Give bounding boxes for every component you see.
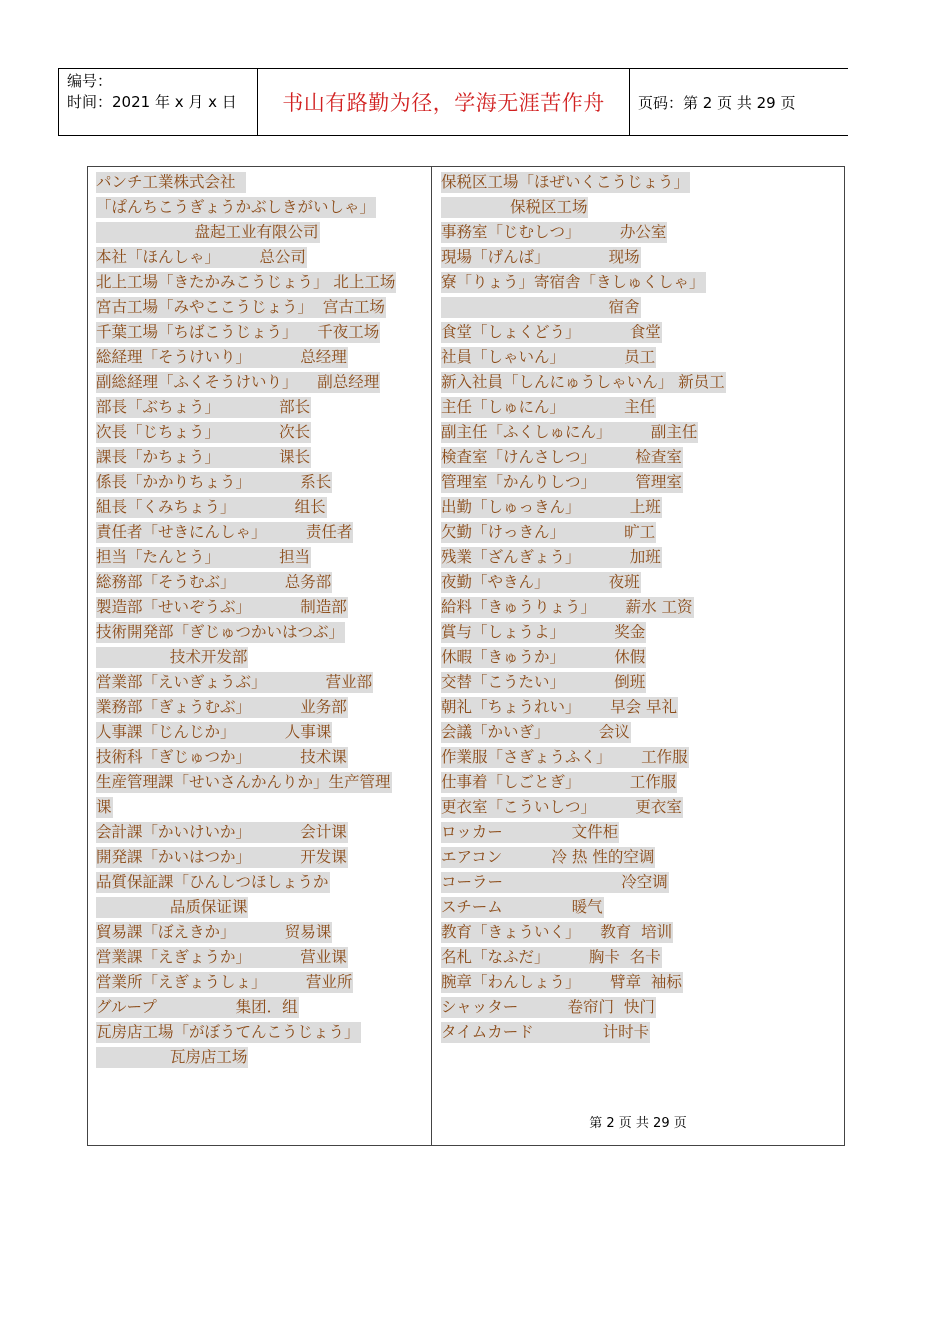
page-number-cell bbox=[630, 69, 848, 135]
vocab-row bbox=[441, 470, 844, 495]
vocab-entry: 業務部「ぎょうむぶ」 业务部 bbox=[96, 698, 347, 716]
vocab-entry: 夜勤「やきん」 夜班 bbox=[441, 573, 640, 591]
vocab-row bbox=[96, 170, 431, 195]
vocab-entry: 係長「かかりちょう」 系长 bbox=[96, 473, 332, 491]
vocab-row bbox=[96, 520, 431, 545]
number-label: 编号： bbox=[67, 72, 113, 90]
vocab-entry: 名札「なふだ」 胸卡 名卡 bbox=[441, 948, 661, 966]
vocab-row bbox=[96, 795, 431, 820]
vocab-entry: 管理室「かんりしつ」 管理室 bbox=[441, 473, 682, 491]
vocab-entry: 更衣室「こういしつ」 更衣室 bbox=[441, 798, 682, 816]
vocab-row bbox=[96, 395, 431, 420]
vocab-entry: 技術開発部「ぎじゅつかいはつぶ」 bbox=[96, 623, 345, 641]
vocab-row bbox=[441, 920, 844, 945]
vocab-entry: コーラー 冷空调 bbox=[441, 873, 668, 891]
vocab-row bbox=[96, 970, 431, 995]
vocab-row bbox=[96, 570, 431, 595]
vocab-entry: 副主任「ふくしゅにん」 副主任 bbox=[441, 423, 698, 441]
vocab-entry: 責任者「せきにんしゃ」 责任者 bbox=[96, 523, 353, 541]
vocab-row bbox=[441, 695, 844, 720]
vocab-row bbox=[96, 470, 431, 495]
vocab-entry: 部長「ぶちょう」 部长 bbox=[96, 398, 311, 416]
vocab-row bbox=[441, 570, 844, 595]
left-column bbox=[88, 167, 432, 1145]
vocab-entry: 食堂「しょくどう」 食堂 bbox=[441, 323, 661, 341]
vocab-entry: 出勤「しゅっきん」 上班 bbox=[441, 498, 661, 516]
vocab-entry: 総経理「そうけいり」 总经理 bbox=[96, 348, 347, 366]
vocab-entry: 生産管理課「せいさんかんりか」生产管理 bbox=[96, 773, 391, 791]
vocab-entry: 開発課「かいはつか」 开发课 bbox=[96, 848, 347, 866]
vocab-row bbox=[441, 345, 844, 370]
vocab-entry: 担当「たんとう」 担当 bbox=[96, 548, 311, 566]
vocab-row bbox=[441, 620, 844, 645]
vocab-row bbox=[441, 545, 844, 570]
vocab-entry: 残業「ざんぎょう」 加班 bbox=[441, 548, 661, 566]
vocab-entry: スチーム 暖气 bbox=[441, 898, 603, 916]
vocab-row bbox=[96, 195, 431, 220]
vocab-row bbox=[441, 670, 844, 695]
vocab-entry: 次長「じちょう」 次长 bbox=[96, 423, 311, 441]
vocab-entry: 営業課「えぎょうか」 营业课 bbox=[96, 948, 347, 966]
vocab-row bbox=[96, 370, 431, 395]
vocab-entry: 北上工場「きたかみこうじょう」 北上工场 bbox=[96, 273, 396, 291]
vocab-entry: 人事課「じんじか」 人事课 bbox=[96, 723, 332, 741]
vocab-row bbox=[441, 420, 844, 445]
vocab-row bbox=[96, 295, 431, 320]
vocab-row bbox=[96, 645, 431, 670]
vocab-row bbox=[96, 495, 431, 520]
vocab-row bbox=[441, 220, 844, 245]
vocab-entry: 休暇「きゅうか」 休假 bbox=[441, 648, 646, 666]
vocab-row bbox=[441, 595, 844, 620]
vocab-entry: 课 bbox=[96, 798, 112, 816]
motto-text: 书山有路勤为径，学海无涯苦作舟 bbox=[282, 91, 605, 115]
vocab-entry: 品質保証課「ひんしつほしょうか bbox=[96, 873, 329, 891]
vocab-entry: 新入社員「しんにゅうしゃいん」 新员工 bbox=[441, 373, 725, 391]
page-header bbox=[58, 68, 848, 136]
vocab-entry: グループ 集团．组 bbox=[96, 998, 298, 1016]
vocab-row bbox=[441, 945, 844, 970]
vocab-row bbox=[96, 770, 431, 795]
vocab-entry: 宮古工場「みやここうじょう」 宫古工场 bbox=[96, 298, 385, 316]
vocab-entry: 副総経理「ふくそうけいり」 副总经理 bbox=[96, 373, 380, 391]
vocab-row bbox=[441, 495, 844, 520]
vocab-row bbox=[441, 170, 844, 195]
vocab-row bbox=[96, 420, 431, 445]
vocab-entry: 交替「こうたい」 倒班 bbox=[441, 673, 646, 691]
vocab-entry: 総務部「そうむぶ」 总务部 bbox=[96, 573, 332, 591]
vocab-entry: 給料「きゅうりょう」 薪水 工资 bbox=[441, 598, 693, 616]
vocabulary-table bbox=[87, 166, 845, 1146]
vocab-row bbox=[96, 595, 431, 620]
vocab-entry: 宿舍 bbox=[441, 298, 640, 316]
vocab-entry: ロッカー 文件柜 bbox=[441, 823, 619, 841]
time-label: 时间：2021 年 x 月 x 日 bbox=[67, 93, 237, 111]
vocab-row bbox=[96, 545, 431, 570]
vocab-entry: 「ぱんちこうぎょうかぶしきがいしゃ」 bbox=[96, 198, 376, 216]
vocab-row bbox=[96, 220, 431, 245]
vocab-entry: パンチ工業株式会社 bbox=[96, 173, 246, 191]
vocab-entry: 朝礼「ちょうれい」 早会 早礼 bbox=[441, 698, 677, 716]
vocab-entry: 保税区工場「ほぜいくこうじょう」 bbox=[441, 173, 690, 191]
vocab-entry: 主任「しゅにん」 主任 bbox=[441, 398, 656, 416]
vocab-row bbox=[441, 645, 844, 670]
vocab-row bbox=[441, 1020, 844, 1045]
vocab-row bbox=[441, 745, 844, 770]
vocab-entry: 教育「きょういく」 教育 培训 bbox=[441, 923, 673, 941]
vocab-row bbox=[96, 345, 431, 370]
vocab-row bbox=[441, 445, 844, 470]
vocab-row bbox=[96, 820, 431, 845]
vocab-entry: 検査室「けんさしつ」 检查室 bbox=[441, 448, 682, 466]
vocab-row bbox=[96, 1020, 431, 1045]
vocab-entry: 盘起工业有限公司 bbox=[96, 223, 319, 241]
page-number-label: 页码：第 2 页 共 29 页 bbox=[638, 93, 796, 112]
vocab-row bbox=[96, 945, 431, 970]
vocab-row bbox=[96, 320, 431, 345]
vocab-row bbox=[441, 795, 844, 820]
vocab-entry: 保税区工场 bbox=[441, 198, 588, 216]
vocab-row bbox=[441, 770, 844, 795]
vocab-row bbox=[96, 1045, 431, 1070]
vocab-entry: エアコン 冷 热 性的空调 bbox=[441, 848, 655, 866]
page-footer: 第 2 页 共 29 页 bbox=[589, 1116, 687, 1131]
vocab-row bbox=[96, 445, 431, 470]
right-column bbox=[432, 167, 844, 1145]
vocab-entry: 瓦房店工場「がぼうてんこうじょう」 bbox=[96, 1023, 360, 1041]
vocab-entry: 社員「しゃいん」 员工 bbox=[441, 348, 656, 366]
vocab-row bbox=[441, 895, 844, 920]
vocab-entry: 腕章「わんしょう」 臂章 袖标 bbox=[441, 973, 682, 991]
vocab-entry: 作業服「さぎょうふく」 工作服 bbox=[441, 748, 688, 766]
vocab-entry: 技術科「ぎじゅつか」 技术课 bbox=[96, 748, 347, 766]
vocab-entry: 仕事着「しごとぎ」 工作服 bbox=[441, 773, 677, 791]
vocab-row bbox=[441, 520, 844, 545]
header-meta-cell bbox=[58, 69, 258, 135]
vocab-row bbox=[441, 870, 844, 895]
vocab-row bbox=[96, 695, 431, 720]
vocab-entry: 寮「りょう」寄宿舎「きしゅくしゃ」 bbox=[441, 273, 705, 291]
vocab-entry: 営業部「えいぎょうぶ」 营业部 bbox=[96, 673, 373, 691]
vocab-row bbox=[96, 270, 431, 295]
vocab-row bbox=[441, 295, 844, 320]
vocab-row bbox=[96, 920, 431, 945]
vocab-row bbox=[96, 895, 431, 920]
vocab-row bbox=[96, 845, 431, 870]
vocab-entry: 会計課「かいけいか」 会计课 bbox=[96, 823, 347, 841]
vocab-entry: 課長「かちょう」 课长 bbox=[96, 448, 311, 466]
vocab-row bbox=[96, 745, 431, 770]
vocab-row bbox=[441, 395, 844, 420]
vocab-entry: 事務室「じむしつ」 办公室 bbox=[441, 223, 667, 241]
vocab-entry: タイムカード 计时卡 bbox=[441, 1023, 650, 1041]
vocab-row bbox=[441, 270, 844, 295]
vocab-entry: シャッター 卷帘门 快门 bbox=[441, 998, 655, 1016]
vocab-row bbox=[441, 370, 844, 395]
vocab-row bbox=[96, 995, 431, 1020]
vocab-row bbox=[96, 245, 431, 270]
vocab-entry: 製造部「せいぞうぶ」 制造部 bbox=[96, 598, 347, 616]
vocab-row bbox=[96, 720, 431, 745]
vocab-entry: 貿易課「ぼえきか」 贸易课 bbox=[96, 923, 332, 941]
vocab-entry: 現場「げんば」 现场 bbox=[441, 248, 640, 266]
vocab-entry: 本社「ほんしゃ」 总公司 bbox=[96, 248, 306, 266]
vocab-row bbox=[96, 870, 431, 895]
vocab-entry: 技术开发部 bbox=[96, 648, 248, 666]
vocab-row bbox=[441, 820, 844, 845]
vocab-entry: 組長「くみちょう」 组长 bbox=[96, 498, 326, 516]
vocab-entry: 瓦房店工场 bbox=[96, 1048, 248, 1066]
vocab-row bbox=[441, 320, 844, 345]
vocab-entry: 品质保证课 bbox=[96, 898, 248, 916]
vocab-entry: 賞与「しょうよ」 奖金 bbox=[441, 623, 646, 641]
vocab-entry: 千葉工場「ちばこうじょう」 千夜工场 bbox=[96, 323, 380, 341]
vocab-row bbox=[441, 845, 844, 870]
vocab-row bbox=[96, 620, 431, 645]
vocab-row bbox=[96, 670, 431, 695]
vocab-row bbox=[441, 995, 844, 1020]
motto-cell bbox=[258, 69, 630, 135]
vocab-entry: 会議「かいぎ」 会议 bbox=[441, 723, 630, 741]
vocab-entry: 営業所「えぎょうしょ」 营业所 bbox=[96, 973, 353, 991]
vocab-row bbox=[441, 195, 844, 220]
vocab-entry: 欠勤「けっきん」 旷工 bbox=[441, 523, 656, 541]
vocab-row bbox=[441, 720, 844, 745]
vocab-row bbox=[441, 245, 844, 270]
vocab-row bbox=[441, 970, 844, 995]
